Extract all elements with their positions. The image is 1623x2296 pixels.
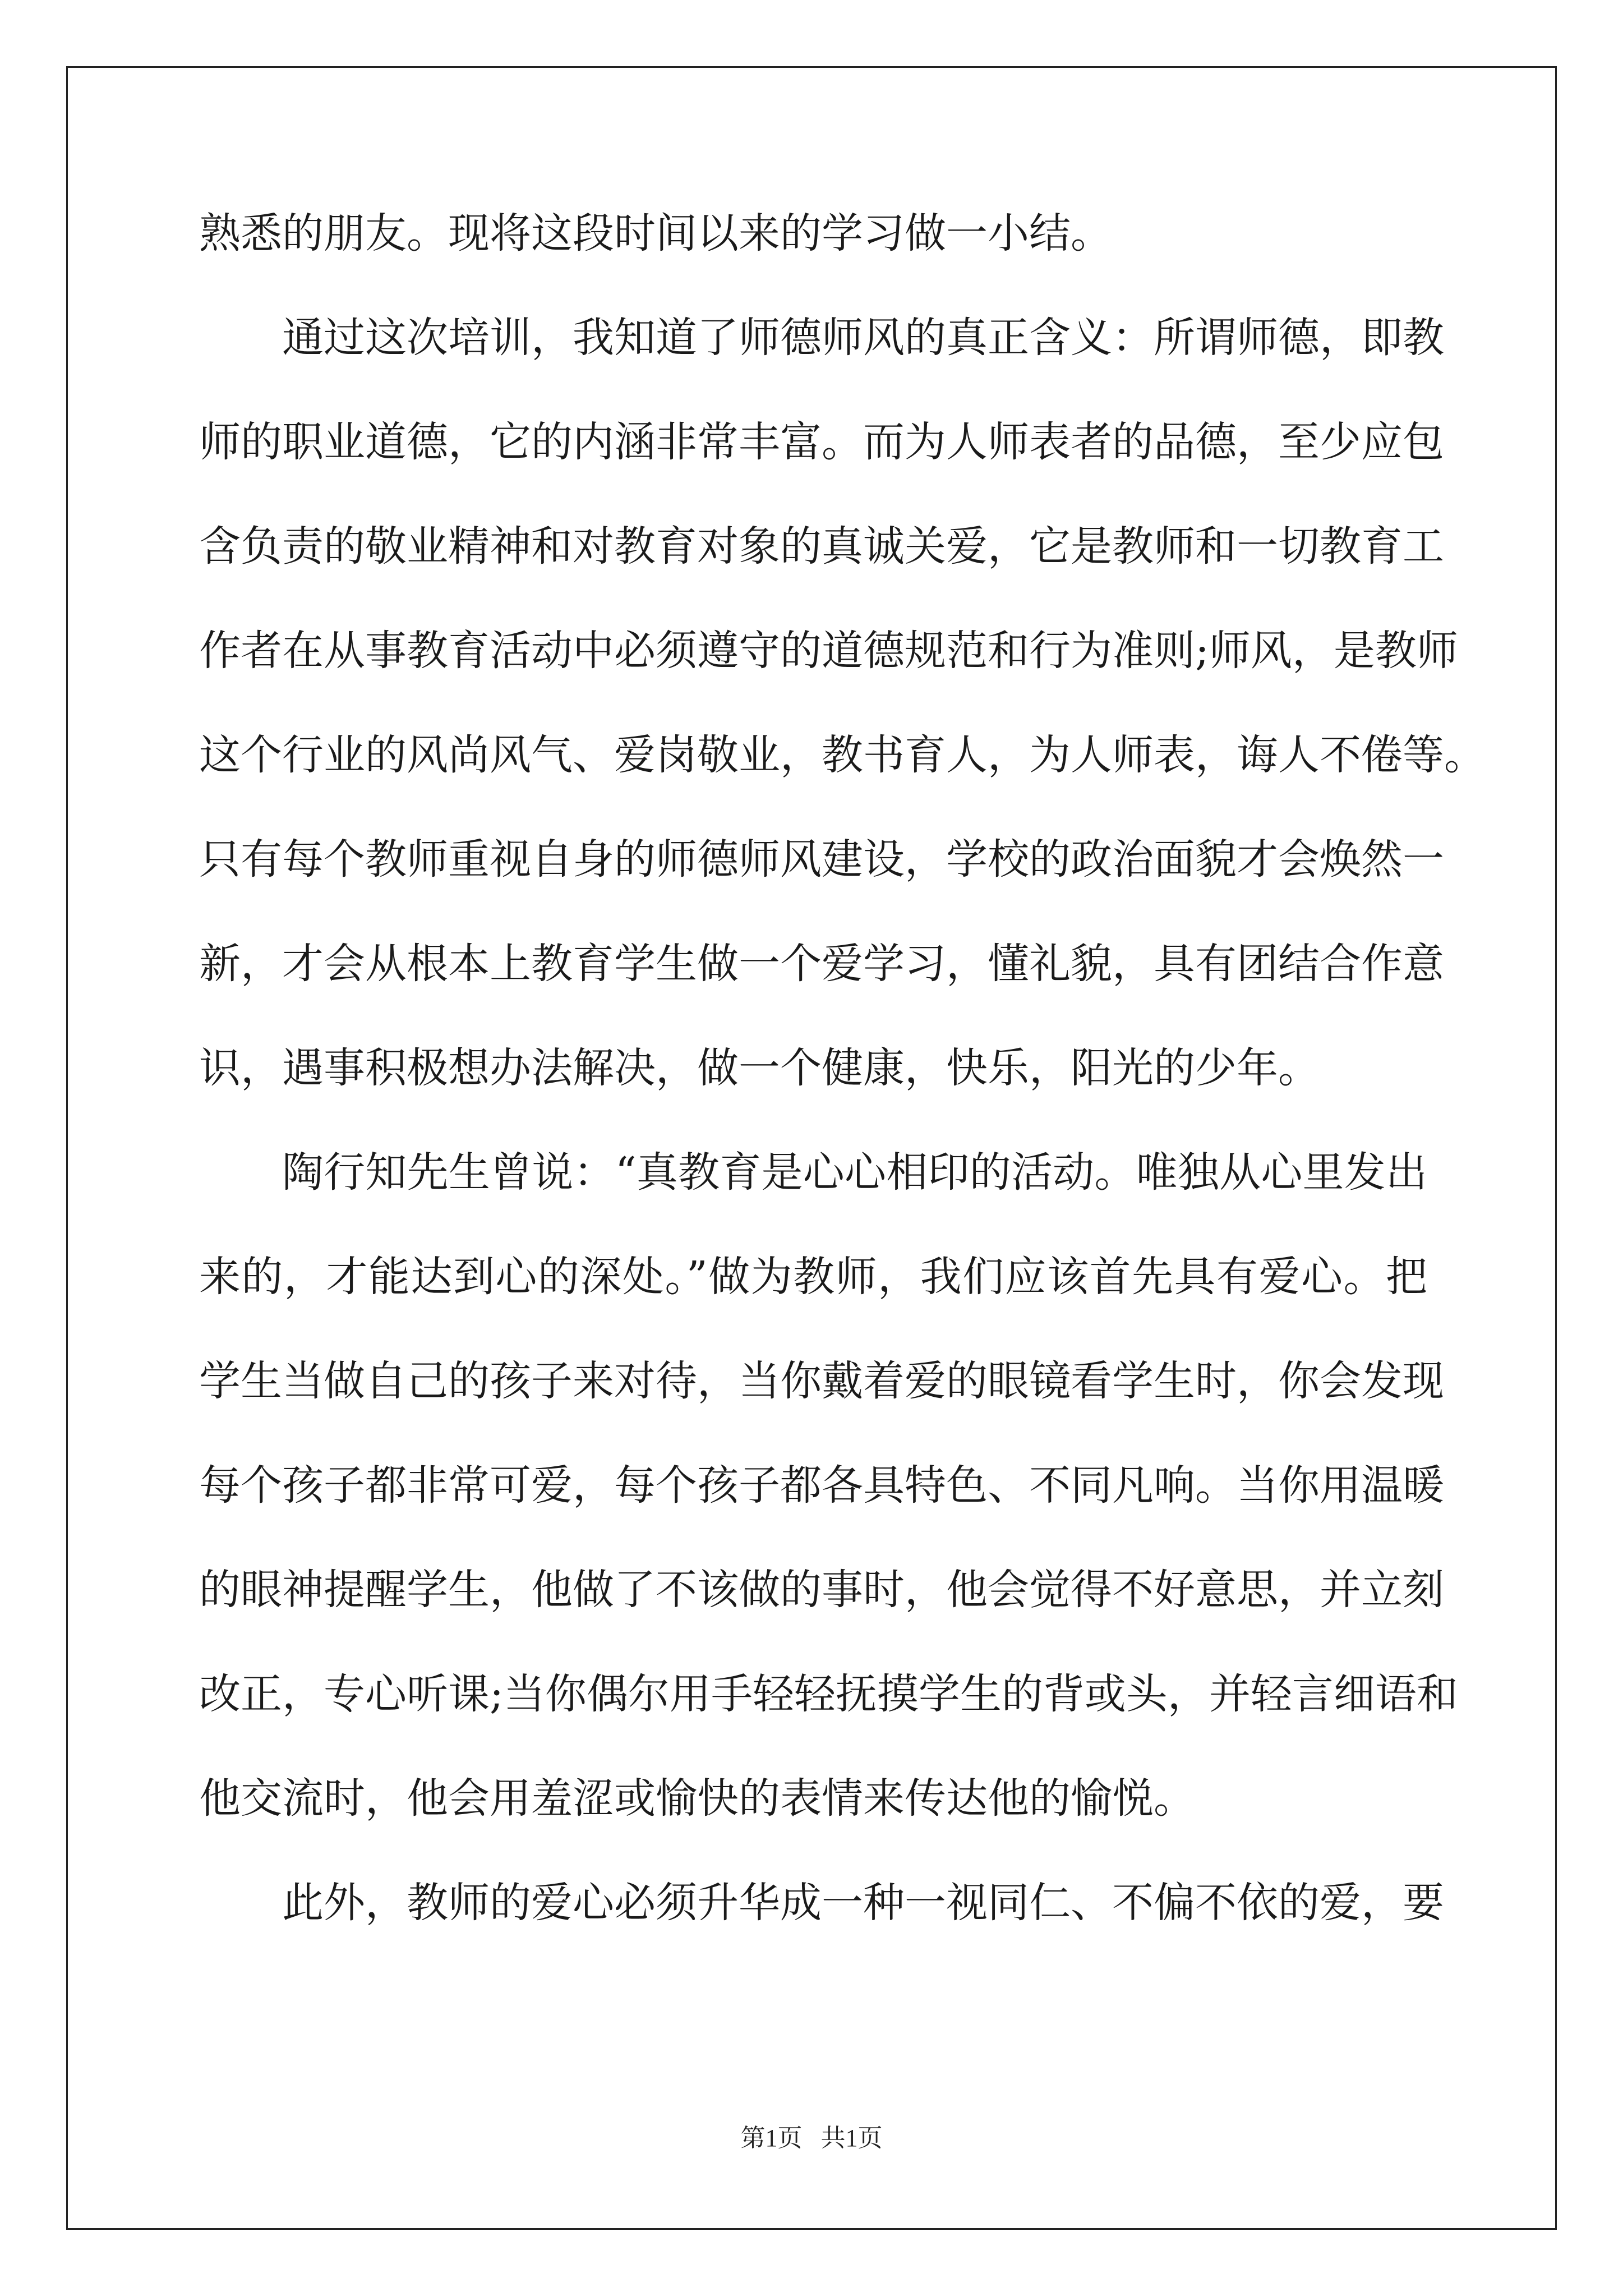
text-line: 识，遇事积极想办法解决，做一个健康，快乐，阳光的少年。 — [199, 1044, 1320, 1092]
text-line: 作者在从事教育活动中必须遵守的道德规范和行为准则;师风，是教师 — [199, 627, 1458, 675]
paragraph-first-line: 通过这次培训，我知道了师德师风的真正含义：所谓师德，即教 — [282, 314, 1444, 362]
text-line: 的眼神提醒学生，他做了不该做的事时，他会觉得不好意思，并立刻 — [199, 1566, 1444, 1614]
text-line: 含负责的敬业精神和对教育对象的真诚关爱，它是教师和一切教育工 — [199, 522, 1444, 570]
page-number-footer: 第1页 共1页 — [740, 2124, 883, 2152]
text-line: 这个行业的风尚风气、爱岗敬业，教书育人，为人师表，诲人不倦等。 — [199, 731, 1486, 779]
paragraph-first-line: 陶行知先生曾说：“真教育是心心相印的活动。唯独从心里发出 — [282, 1148, 1427, 1197]
text-line: 熟悉的朋友。现将这段时间以来的学习做一小结。 — [199, 209, 1112, 257]
text-line: 每个孩子都非常可爱，每个孩子都各具特色、不同凡响。当你用温暖 — [199, 1461, 1444, 1510]
text-line: 只有每个教师重视自身的师德师风建设，学校的政治面貌才会焕然一 — [199, 835, 1444, 884]
text-line: 他交流时，他会用羞涩或愉快的表情来传达他的愉悦。 — [199, 1774, 1195, 1823]
paragraph-first-line: 此外，教师的爱心必须升华成一种一视同仁、不偏不依的爱，要 — [282, 1879, 1444, 1927]
text-line: 师的职业道德，它的内涵非常丰富。而为人师表者的品德，至少应包 — [199, 418, 1444, 466]
text-line: 改正，专心听课;当你偶尔用手轻轻抚摸学生的背或头，并轻言细语和 — [199, 1670, 1458, 1718]
document-body — [199, 202, 1486, 1976]
text-line: 新，才会从根本上教育学生做一个爱学习，懂礼貌，具有团结合作意 — [199, 940, 1444, 988]
text-line: 来的，才能达到心的深处。”做为教师，我们应该首先具有爱心。把 — [199, 1253, 1427, 1301]
text-line: 学生当做自己的孩子来对待，当你戴着爱的眼镜看学生时，你会发现 — [199, 1357, 1444, 1405]
